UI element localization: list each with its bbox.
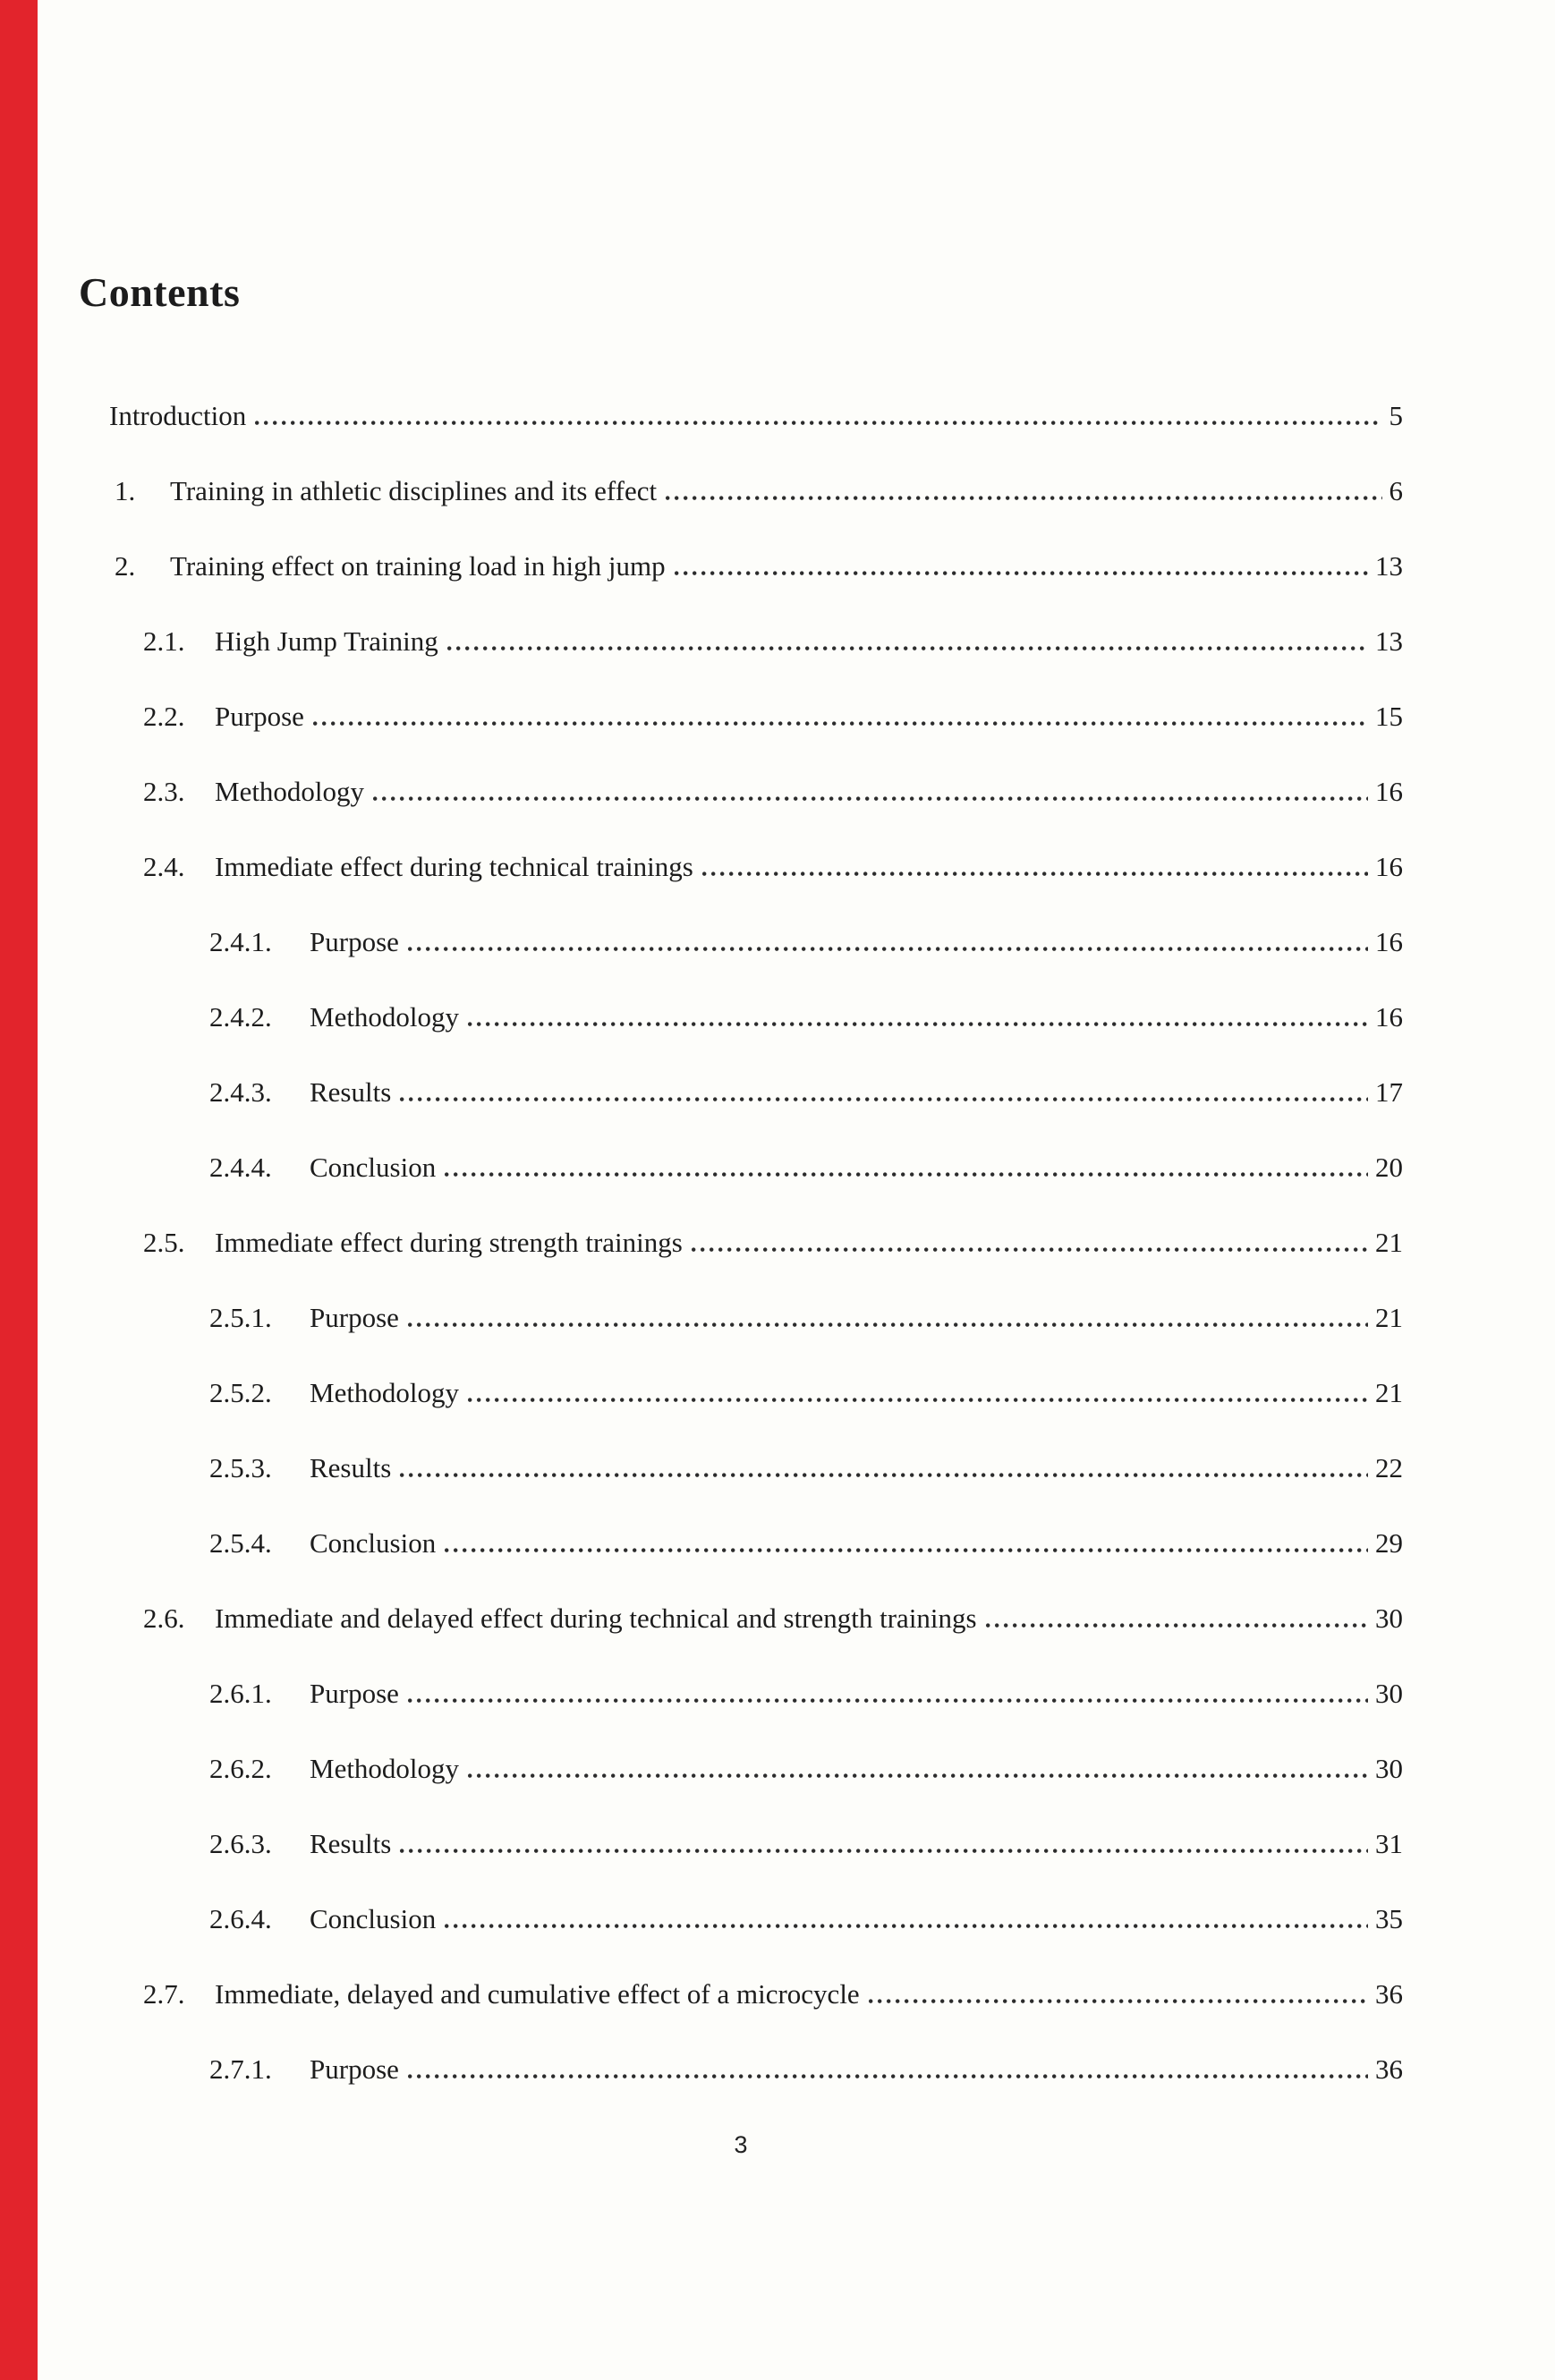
toc-entry-page: 5 — [1389, 400, 1403, 431]
toc-dot-leader — [313, 721, 1368, 726]
toc-entry — [109, 849, 1403, 884]
toc-entry-label: Immediate effect during strength trainings — [215, 1227, 683, 1258]
toc-dot-leader — [447, 646, 1368, 650]
toc-entry-label: Training effect on training load in high jump — [170, 550, 666, 582]
toc-entry-page: 17 — [1375, 1076, 1403, 1108]
toc-entry — [109, 1676, 1403, 1711]
toc-entry-number: 2.6.4. — [209, 1903, 272, 1934]
toc-entry-label: Methodology — [310, 1001, 460, 1033]
toc-entry — [109, 774, 1403, 809]
toc-entry — [109, 1450, 1403, 1485]
toc-entry-number: 2.5.3. — [209, 1452, 272, 1483]
toc-entry — [109, 924, 1403, 959]
page-title: Contents — [79, 269, 241, 315]
toc-entry-page: 15 — [1375, 701, 1403, 732]
toc-dot-leader — [445, 1924, 1368, 1928]
toc-dot-leader — [702, 871, 1368, 876]
toc-dot-leader — [408, 1322, 1368, 1327]
toc-entry — [109, 398, 1403, 433]
toc-entry — [109, 1225, 1403, 1260]
toc-entry-page: 16 — [1375, 1001, 1403, 1033]
toc-entry-label: Training in athletic disciplines and its effect — [170, 475, 658, 506]
toc-entry-page: 21 — [1375, 1377, 1403, 1408]
toc-entry-number: 2. — [115, 550, 136, 582]
footer-page-number: 3 — [734, 2131, 748, 2158]
toc-dot-leader — [408, 2074, 1368, 2078]
toc-entry-page: 30 — [1375, 1602, 1403, 1634]
toc-entry-page: 35 — [1375, 1903, 1403, 1934]
toc-entry-number: 2.1. — [143, 625, 185, 657]
toc-entry-page: 20 — [1375, 1152, 1403, 1183]
toc-entry-page: 36 — [1375, 1978, 1403, 2010]
toc-entry — [109, 1075, 1403, 1109]
toc-entry-number: 2.6.1. — [209, 1678, 272, 1709]
toc-entry — [109, 624, 1403, 659]
toc-dot-leader — [675, 571, 1368, 575]
toc-dot-leader — [445, 1548, 1368, 1552]
toc-entry-number: 2.4.2. — [209, 1001, 272, 1033]
toc-entry-label: Methodology — [310, 1753, 460, 1784]
toc-dot-leader — [373, 796, 1368, 801]
toc-entry-page: 16 — [1375, 926, 1403, 957]
toc-entry-label: Purpose — [310, 926, 399, 957]
toc-entry-page: 16 — [1375, 776, 1403, 807]
toc-entry-label: Results — [310, 1452, 392, 1483]
toc-list — [109, 398, 1403, 2087]
toc-dot-leader — [666, 496, 1381, 500]
toc-entry — [109, 1826, 1403, 1861]
toc-entry-page: 13 — [1375, 625, 1403, 657]
toc-entry-page: 30 — [1375, 1753, 1403, 1784]
toc-dot-leader — [255, 421, 1381, 425]
toc-entry-number: 2.4.1. — [209, 926, 272, 957]
toc-entry — [109, 1150, 1403, 1185]
toc-entry-number: 2.4. — [143, 851, 185, 882]
toc-entry-label: Methodology — [215, 776, 365, 807]
toc-dot-leader — [468, 1022, 1368, 1026]
toc-dot-leader — [445, 1172, 1368, 1177]
toc-entry-number: 2.5.2. — [209, 1377, 272, 1408]
toc-entry-number: 2.5.4. — [209, 1527, 272, 1559]
toc-dot-leader — [986, 1623, 1368, 1628]
toc-entry — [109, 699, 1403, 734]
toc-dot-leader — [468, 1398, 1368, 1402]
toc-dot-leader — [692, 1247, 1368, 1252]
toc-entry — [109, 999, 1403, 1034]
toc-entry — [109, 1751, 1403, 1786]
toc-entry-page: 22 — [1375, 1452, 1403, 1483]
toc-entry-page: 6 — [1389, 475, 1403, 506]
toc-entry-label: Methodology — [310, 1377, 460, 1408]
toc-entry-page: 36 — [1375, 2053, 1403, 2085]
toc-entry-number: 2.4.4. — [209, 1152, 272, 1183]
toc-dot-leader — [400, 1473, 1368, 1477]
toc-entry — [109, 2052, 1403, 2087]
toc-entry — [109, 1901, 1403, 1936]
toc-entry — [109, 1601, 1403, 1636]
toc-entry-page: 31 — [1375, 1828, 1403, 1859]
toc-dot-leader — [468, 1773, 1368, 1778]
toc-entry-number: 2.5.1. — [209, 1302, 272, 1333]
toc-entry-label: Results — [310, 1076, 392, 1108]
toc-entry — [109, 1976, 1403, 2011]
toc-entry-page: 13 — [1375, 550, 1403, 582]
toc-entry-label: Purpose — [215, 701, 304, 732]
toc-entry-label: Purpose — [310, 1678, 399, 1709]
toc-entry-label: High Jump Training — [215, 625, 438, 657]
toc-entry-page: 21 — [1375, 1302, 1403, 1333]
toc-entry-number: 2.6.2. — [209, 1753, 272, 1784]
toc-entry — [109, 1300, 1403, 1335]
toc-entry-number: 2.7. — [143, 1978, 185, 2010]
toc-dot-leader — [400, 1849, 1368, 1853]
toc-entry-number: 2.6. — [143, 1602, 185, 1634]
toc-entry-label: Purpose — [310, 2053, 399, 2085]
toc-entry — [109, 1526, 1403, 1560]
toc-entry-page: 21 — [1375, 1227, 1403, 1258]
toc-entry-number: 2.4.3. — [209, 1076, 272, 1108]
toc-dot-leader — [408, 1698, 1368, 1703]
toc-entry-label: Results — [310, 1828, 392, 1859]
toc-entry-number: 2.7.1. — [209, 2053, 272, 2085]
toc-entry-number: 2.6.3. — [209, 1828, 272, 1859]
toc-entry-page: 16 — [1375, 851, 1403, 882]
toc-dot-leader — [400, 1097, 1368, 1101]
toc-entry-number: 2.5. — [143, 1227, 185, 1258]
toc-entry-page: 29 — [1375, 1527, 1403, 1559]
toc-entry — [109, 548, 1403, 583]
toc-entry-number: 2.3. — [143, 776, 185, 807]
toc-entry-label: Conclusion — [310, 1527, 437, 1559]
toc-entry-number: 2.2. — [143, 701, 185, 732]
toc-entry-label: Immediate, delayed and cumulative effect of a microcycle — [215, 1978, 860, 2010]
toc-entry-label: Immediate and delayed effect during technical and strength trainings — [215, 1602, 977, 1634]
toc-entry — [109, 473, 1403, 508]
toc-dot-leader — [408, 947, 1368, 951]
toc-entry-label: Immediate effect during technical trainings — [215, 851, 693, 882]
toc-entry-label: Conclusion — [310, 1903, 437, 1934]
toc-dot-leader — [869, 1999, 1368, 2003]
toc-entry-label: Introduction — [109, 400, 247, 431]
toc-entry-label: Purpose — [310, 1302, 399, 1333]
toc-entry-page: 30 — [1375, 1678, 1403, 1709]
toc-entry-label: Conclusion — [310, 1152, 437, 1183]
toc-entry — [109, 1375, 1403, 1410]
toc-entry-number: 1. — [115, 475, 136, 506]
